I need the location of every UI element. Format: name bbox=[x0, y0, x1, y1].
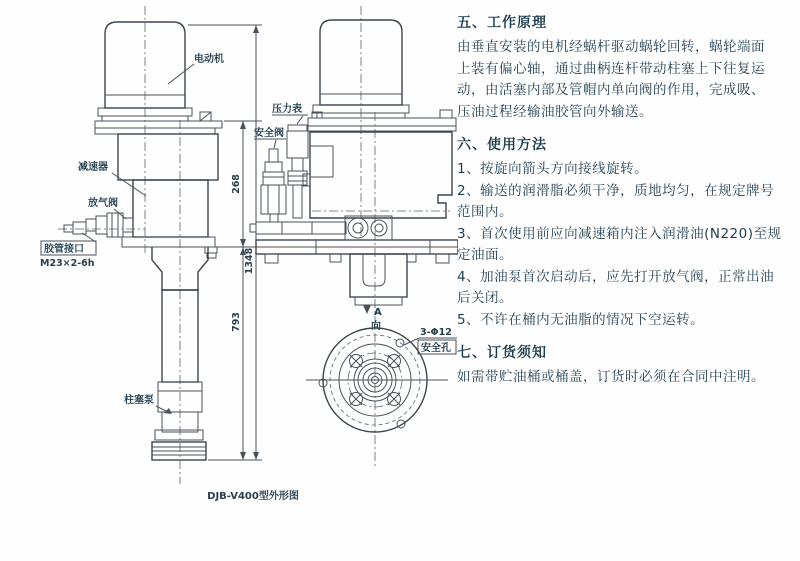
safety-valve-leader bbox=[274, 140, 276, 148]
dim-268: 268 bbox=[231, 174, 242, 194]
view-a-arrow bbox=[363, 305, 371, 314]
body-line: 上装有偏心轴，通过曲柄连杆带动柱塞上下往复运 bbox=[457, 60, 765, 77]
side-body-outline bbox=[303, 110, 456, 218]
section-usage-method bbox=[457, 136, 797, 331]
section-ordering-notes bbox=[457, 344, 797, 389]
manifold-outline bbox=[250, 222, 346, 234]
safety-holes-name-label: 安全孔 bbox=[421, 343, 451, 354]
safety-valve-label: 安全阀 bbox=[254, 128, 284, 139]
hose-port-label: 胶管接口 bbox=[44, 244, 84, 255]
body-line: 3、首次使用前应向减速箱内注入润滑油(N220)至规 bbox=[457, 225, 782, 242]
section-title: 七、订货须知 bbox=[457, 345, 547, 361]
dim-1348: 1348 bbox=[244, 247, 255, 275]
body-line: 5、不许在桶内无油脂的情况下空运转。 bbox=[457, 311, 705, 328]
section-title: 六、使用方法 bbox=[457, 137, 547, 153]
safety-holes-count-label: 3-Φ12 bbox=[420, 327, 452, 338]
base-plate-outline bbox=[256, 240, 458, 254]
front-view bbox=[40, 6, 262, 484]
body-line: 4、加油泵首次启动后，应先打开放气阀，正常出油 bbox=[457, 268, 775, 285]
instructions-column bbox=[457, 14, 797, 402]
pressure-gauge-label: 压力表 bbox=[272, 104, 302, 115]
lower-housing-outline bbox=[265, 254, 449, 305]
plunger-pump-label: 柱塞泵 bbox=[124, 395, 154, 406]
air-valve-outline bbox=[58, 213, 145, 237]
body-line: 如需带贮油桶或桶盖，订货时必须在合同中注明。 bbox=[457, 369, 765, 385]
pressure-gauge-outline bbox=[287, 125, 308, 218]
drawing-caption: DJB-V400型外形图 bbox=[207, 491, 299, 502]
safety-valve-outline bbox=[261, 149, 286, 222]
body-line: 范围内。 bbox=[457, 204, 513, 220]
mounting-plate bbox=[95, 112, 222, 134]
dim-793: 793 bbox=[231, 312, 242, 332]
dimension-lines bbox=[188, 25, 262, 460]
body-line: 2、输送的润滑脂必须干净，质地均匀，在规定牌号 bbox=[457, 182, 775, 199]
section-title: 五、工作原理 bbox=[457, 15, 547, 31]
reducer-leader bbox=[112, 173, 146, 196]
hose-thread-label: M23×2-6h bbox=[40, 258, 95, 269]
reducer-outline bbox=[118, 134, 218, 258]
view-a-letter: A bbox=[374, 307, 382, 318]
motor-label: 电动机 bbox=[194, 54, 224, 65]
air-valve-leader bbox=[114, 209, 126, 219]
body-line: 由垂直安装的电机经蜗杆驱动蜗轮回转，蜗轮端面 bbox=[457, 39, 765, 55]
pressure-gauge-leader bbox=[297, 116, 303, 124]
bottom-view bbox=[306, 327, 457, 432]
section-working-principle bbox=[457, 14, 797, 123]
air-valve-label: 放气阀 bbox=[88, 198, 118, 209]
motor-leader bbox=[168, 64, 194, 84]
body-line: 1、按旋向箭头方向接线旋转。 bbox=[457, 161, 649, 177]
reducer-label: 减速器 bbox=[78, 162, 108, 173]
body-line: 后关闭。 bbox=[457, 290, 513, 306]
body-line: 压油过程经输油胶管向外输送。 bbox=[457, 103, 653, 120]
body-line: 定油面。 bbox=[457, 247, 513, 263]
view-a-char: 向 bbox=[371, 321, 381, 332]
body-line: 动，由活塞内部及管帽内单向阀的作用，完成吸、 bbox=[457, 82, 765, 98]
mounting-bolts bbox=[345, 216, 392, 240]
